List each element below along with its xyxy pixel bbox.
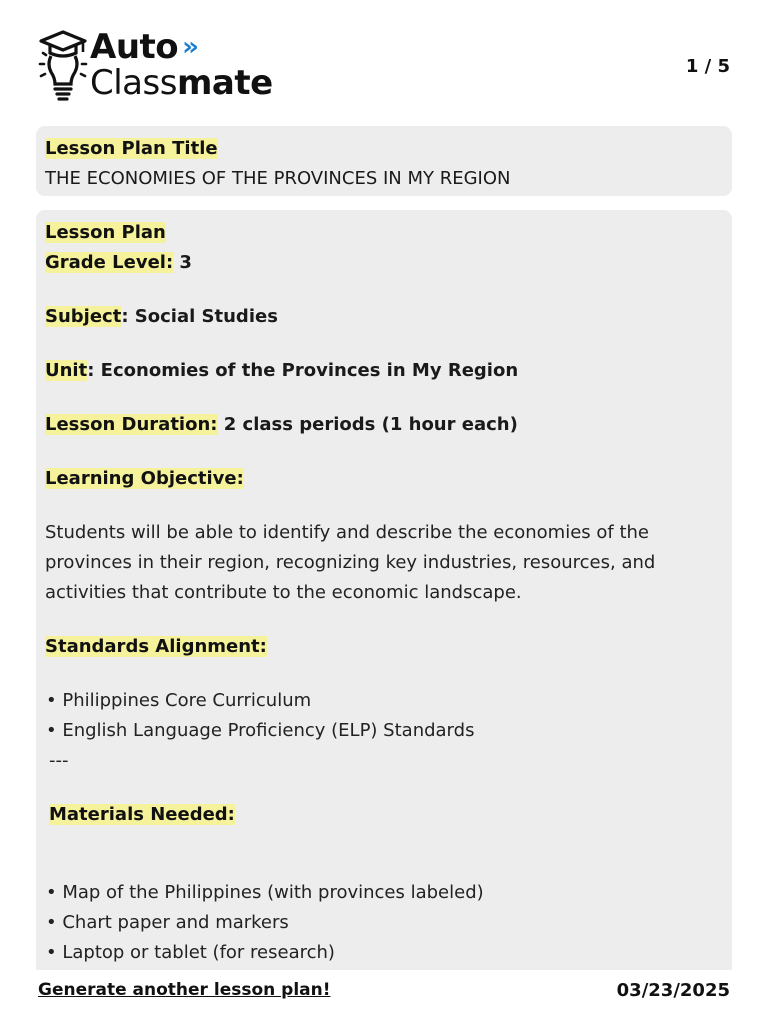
lesson-plan-heading: Lesson Plan xyxy=(45,222,166,243)
subject-label: Subject xyxy=(45,306,122,327)
unit-value: : Economies of the Provinces in My Region xyxy=(87,360,519,381)
logo-wordmark-bottom: Classmate xyxy=(90,63,273,103)
date-stamp: 03/23/2025 xyxy=(616,980,730,1001)
lesson-title-value: THE ECONOMIES OF THE PROVINCES IN MY REGION xyxy=(45,168,511,189)
lightbulb-graduation-cap-icon xyxy=(38,28,88,102)
list-item: • Philippines Core Curriculum xyxy=(46,690,312,711)
materials-needed-label: Materials Needed: xyxy=(49,804,235,825)
unit-row xyxy=(45,356,723,386)
header xyxy=(0,0,768,115)
list-item: • Laptop or tablet (for research) xyxy=(46,942,335,963)
learning-objective-text: Students will be able to identify and describe the economies of the provinces in their region, recognizing key industries, resources, and activities that contribute to the economic landscape. xyxy=(45,522,656,603)
generate-another-lesson-plan-link[interactable]: Generate another lesson plan! xyxy=(38,980,331,1000)
grade-level-value: 3 xyxy=(173,252,192,273)
grade-level-label: Grade Level: xyxy=(45,252,174,273)
list-item: • English Language Proficiency (ELP) Standards xyxy=(46,720,475,741)
separator-text: --- xyxy=(49,750,69,771)
grade-level-row xyxy=(45,248,723,278)
list-item: • Map of the Philippines (with provinces labeled) xyxy=(46,882,484,903)
lesson-title-card xyxy=(36,126,732,196)
double-chevron-right-icon: » xyxy=(182,32,199,62)
list-item: • Chart paper and markers xyxy=(46,912,289,933)
duration-label: Lesson Duration: xyxy=(45,414,218,435)
duration-row xyxy=(45,410,723,440)
standards-alignment-label: Standards Alignment: xyxy=(45,636,267,657)
logo xyxy=(38,26,298,106)
duration-value: 2 class periods (1 hour each) xyxy=(217,414,518,435)
subject-value: : Social Studies xyxy=(121,306,278,327)
lesson-title-label: Lesson Plan Title xyxy=(45,138,218,159)
unit-label: Unit xyxy=(45,360,88,381)
logo-wordmark-top: Auto » xyxy=(90,27,199,67)
lesson-plan-card xyxy=(36,210,732,970)
learning-objective-label: Learning Objective: xyxy=(45,468,244,489)
subject-row xyxy=(45,302,723,332)
page-counter: 1 / 5 xyxy=(685,56,730,77)
